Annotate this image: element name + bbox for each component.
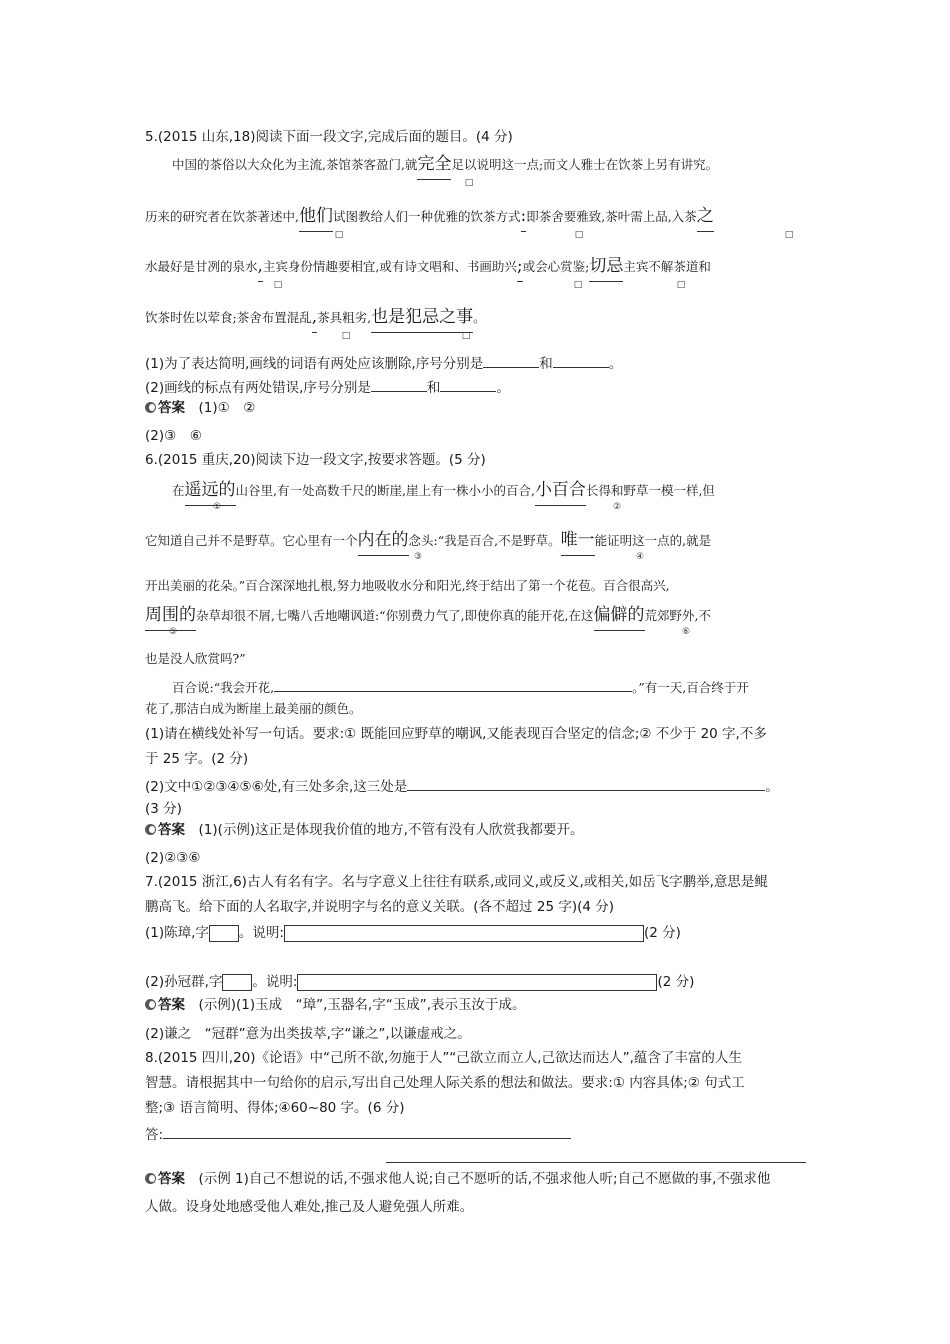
q6-marker-3: ③ <box>413 552 423 562</box>
q5-marker-4: □ <box>784 230 794 240</box>
q5-passage-line3: 水最好是甘冽的泉水,主宾身份情趣要相宜,或有诗文唱和、书画助兴;或会心赏鉴;切忌主宾不解茶道和 <box>145 256 711 276</box>
q6-passage-line4: 周围的杂草却很不屑,七嘴八舌地嘲讽道:“你别费力气了,即使你真的能开花,在这偏僻的荒郊野外,不 <box>145 605 712 625</box>
q6-title: 6.(2015 重庆,20)阅读下边一段文字,按要求答题。(5 分) <box>145 452 486 468</box>
q6-subq1: (1)请在横线处补写一句话。要求:① 既能回应野草的嘲讽,又能表现百合坚定的信念;② 不少于 20 字,不多 <box>145 726 767 742</box>
q6-passage-line3: 开出美丽的花朵。”百合深深地扎根,努力地吸收水分和阳光,终于结出了第一个花苞。百合很高兴, <box>145 578 670 593</box>
q6-answer-2: (2)②③⑥ <box>145 850 201 866</box>
answer-icon <box>145 824 156 835</box>
q6-underline-6: 偏僻的 <box>593 605 645 625</box>
q7-subq2: (2)孙冠群,字 。说明: (2 分) <box>145 974 695 990</box>
q7-explain-box-2[interactable] <box>297 974 657 991</box>
q5-marker-1: □ <box>464 178 474 188</box>
q6-marker-6: ⑥ <box>681 627 691 637</box>
q5-marker-6: □ <box>573 280 583 290</box>
q6-underline-2: 小百合 <box>534 480 586 500</box>
q6-marker-5: ⑤ <box>168 627 178 637</box>
q7-subq1: (1)陈璋,字 。说明: (2 分) <box>145 925 681 941</box>
q6-passage-line2: 它知道自己并不是野草。它心里有一个内在的念头:“我是百合,不是野草。唯一能证明这一点的,就是 <box>145 530 712 550</box>
q6-underline-3: 内在的 <box>357 530 409 550</box>
q8-line2: 智慧。请根据其中一句给你的启示,写出自己处理人际关系的想法和做法。要求:① 内容具体;② 句式工 <box>145 1075 745 1091</box>
q7-zi-box-2[interactable] <box>222 974 252 991</box>
answer-icon <box>145 402 156 413</box>
q5-underline-5: , <box>257 256 263 276</box>
q5-marker-3: □ <box>574 230 584 240</box>
q5-underline-8: , <box>311 307 318 327</box>
q5-blank-3[interactable] <box>371 377 427 392</box>
q6-answer: 答案 (1)(示例)这正是体现我价值的地方,不管有没有人欣赏我都要开。 <box>145 821 583 839</box>
q8-line1: 8.(2015 四川,20)《论语》中“己所不欲,勿施于人”“己欲立而立人,己欲达而达人”,蕴含了丰富的人生 <box>145 1050 742 1066</box>
q6-underline-4: 唯一 <box>560 530 595 550</box>
q5-passage-line1: 中国的茶俗以大众化为主流,茶馆茶客盈门,就完全足以说明这一点;而文人雅士在饮茶上另有讲究。 <box>172 154 719 174</box>
q8-answer-2: 人做。设身处地感受他人难处,推己及人避免强人所难。 <box>145 1199 474 1215</box>
q7-answer-2: (2)谦之 “冠群”意为出类拔萃,字“谦之”,以谦虚戒之。 <box>145 1026 471 1042</box>
q5-underline-1: 完全 <box>417 154 452 174</box>
q5-subq2: (2)画线的标点有两处错误,序号分别是 和 。 <box>145 377 510 397</box>
q6-passage-line7: 花了,那洁白成为断崖上最美丽的颜色。 <box>145 701 362 716</box>
q7-line2: 鹏高飞。给下面的人名取字,并说明字与名的意义关联。(各不超过 25 字)(4 分) <box>145 899 614 915</box>
q5-underline-7: 切忌 <box>589 256 624 276</box>
q5-marker-8: □ <box>341 331 351 341</box>
q6-blank-2[interactable] <box>407 776 765 791</box>
q8-answer-line-2[interactable] <box>386 1162 806 1163</box>
q7-line1: 7.(2015 浙江,6)古人有名有字。名与字意义上往往有联系,或同义,或反义,或相关,如岳飞字鹏举,意思是鲲 <box>145 874 768 890</box>
q8-answer-prompt: 答: <box>145 1124 571 1144</box>
q5-marker-9: □ <box>461 331 471 341</box>
answer-icon <box>145 1173 156 1184</box>
q6-subq2-score: (3 分) <box>145 801 182 817</box>
q5-underline-3: : <box>520 206 527 226</box>
q5-underline-6: ; <box>516 256 523 276</box>
q5-underline-4: 之 <box>696 206 714 226</box>
q6-marker-1: ① <box>212 502 222 512</box>
q6-passage-line1: 在遥远的山谷里,有一处高数千尺的断崖,崖上有一株小小的百合,小百合长得和野草一模一样,但 <box>172 480 715 500</box>
q7-explain-box-1[interactable] <box>284 925 644 942</box>
q7-answer: 答案 (示例)(1)玉成 “璋”,玉器名,字“玉成”,表示玉汝于成。 <box>145 996 526 1014</box>
answer-icon <box>145 999 156 1010</box>
q6-subq1-cont: 于 25 字。(2 分) <box>145 751 249 767</box>
q6-passage-line6: 百合说:“我会开花, 。”有一天,百合终于开 <box>172 677 749 697</box>
q8-line3: 整;③ 语言简明、得体;④60~80 字。(6 分) <box>145 1100 405 1116</box>
q5-underline-2: 他们 <box>298 206 333 226</box>
q5-blank-4[interactable] <box>440 377 496 392</box>
q6-underline-5: 周围的 <box>145 605 196 625</box>
q8-answer-line-1[interactable] <box>163 1124 571 1139</box>
q8-answer: 答案 (示例 1)自己不想说的话,不强求他人说;自己不愿听的话,不强求他人听;自己不愿做的事,不强求他 <box>145 1170 770 1188</box>
q5-answer: 答案 (1)① ② <box>145 399 255 417</box>
q5-passage-line4: 饮茶时佐以荤食;茶舍布置混乱,茶具粗劣,也是犯忌之事。 <box>145 307 486 327</box>
q6-underline-1: 遥远的 <box>184 480 236 500</box>
q5-marker-5: □ <box>273 280 283 290</box>
q6-passage-line5: 也是没人欣赏吗?” <box>145 651 246 666</box>
q6-marker-4: ④ <box>635 552 645 562</box>
q5-underline-9: 也是犯忌之事 <box>371 307 474 327</box>
q5-passage-line2: 历来的研究者在饮茶著述中,他们试图教给人们一种优雅的饮茶方式:即茶舍要雅致,茶叶需上品,入茶之 <box>145 206 714 226</box>
q5-answer-2: (2)③ ⑥ <box>145 428 202 444</box>
q5-marker-2: □ <box>334 230 344 240</box>
q6-marker-2: ② <box>612 502 622 512</box>
q5-blank-1[interactable] <box>483 353 539 368</box>
q6-subq2: (2)文中①②③④⑤⑥处,有三处多余,这三处是 。 <box>145 776 779 796</box>
q5-subq1: (1)为了表达简明,画线的词语有两处应该删除,序号分别是 和 。 <box>145 353 622 373</box>
q5-title: 5.(2015 山东,18)阅读下面一段文字,完成后面的题目。(4 分) <box>145 129 513 145</box>
q5-marker-7: □ <box>676 280 686 290</box>
q7-zi-box-1[interactable] <box>209 925 239 942</box>
q5-blank-2[interactable] <box>553 353 609 368</box>
q6-fill-line[interactable] <box>274 677 632 692</box>
